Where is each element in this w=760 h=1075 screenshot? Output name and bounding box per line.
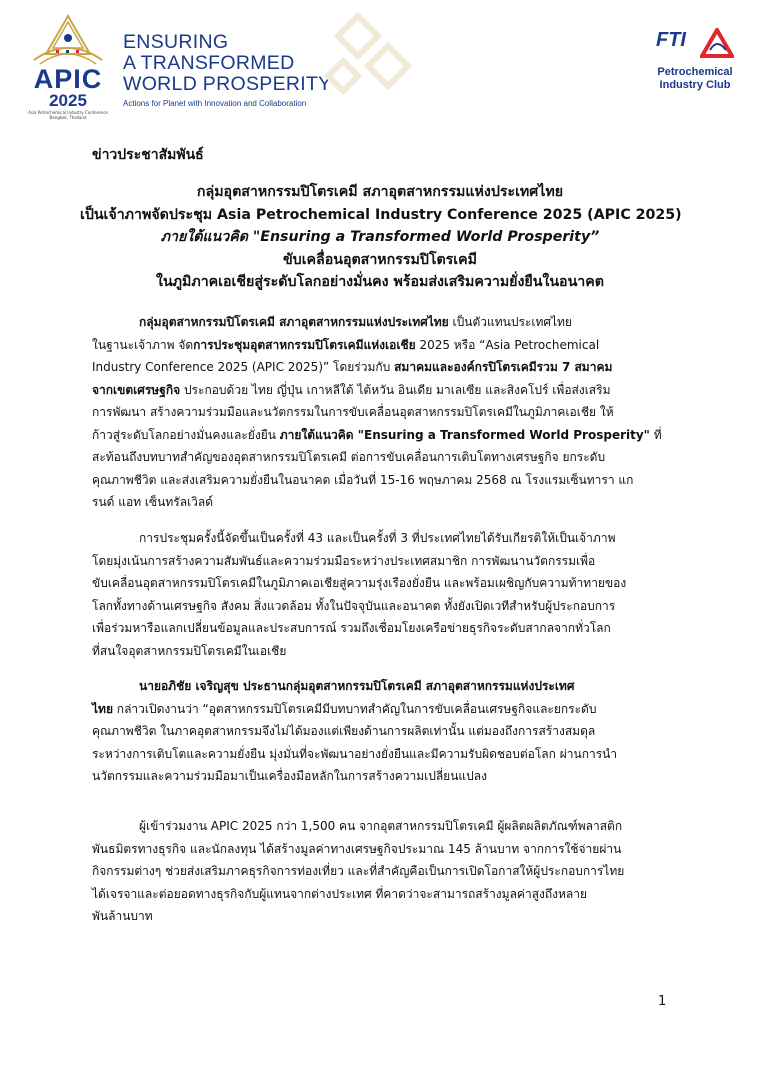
p4-line: กิจกรรมต่างๆ ช่วยส่งเสริมภาคธุรกิจการท่องเที่ยว และที่สำคัญคือเป็นการเปิดโอกาสให้ผู้ประกอบการไทย	[92, 864, 625, 878]
p1-line: คุณภาพชีวิต และส่งเสริมความยั่งยืนในอนาคต เมื่อวันที่ 15-16 พฤษภาคม 2568 ณ โรงแรมเซ็นทารา แก	[92, 472, 634, 487]
p1-text: 2025 หรือ “Asia Petrochemical	[415, 337, 600, 352]
headline-line-3: ภายใต้แนวคิด "Ensuring a Transformed World Prosperity”	[160, 229, 600, 245]
p3-line: ระหว่างการเติบโตและความยั่งยืน มุ่งมั่นที่จะพัฒนาอย่างยั่งยืนและมีความรับผิดชอบต่อโลก ผ่านการนำ	[92, 746, 618, 761]
headline-line-5: ในภูมิภาคเอเชียสู่ระดับโลกอย่างมั่นคง พร้อมส่งเสริมความยั่งยืนในอนาคต	[156, 274, 604, 290]
fti-club-line1: Petrochemical	[657, 66, 733, 78]
p4-line: ได้เจรจาและต่อยอดทางธุรกิจกับผู้แทนจากต่างประเทศ ที่คาดว่าจะสามารถสร้างมูลค่าสูงถึงหลาย	[92, 886, 588, 901]
p1-line	[92, 311, 669, 334]
headline	[80, 181, 680, 294]
slogan-line-3: WORLD PROSPERITY	[123, 73, 332, 95]
p3-bold: ไทย	[92, 701, 113, 716]
page-number: 1	[658, 994, 667, 1009]
fti-triangle-icon	[700, 28, 734, 58]
slogan-line-2: A TRANSFORMED	[123, 52, 295, 74]
p1-line: สะท้อนถึงบทบาทสำคัญของอุตสาหกรรมปิโตรเคมี ต่อการขับเคลื่อนการเติบโตทางเศรษฐกิจ ยกระดับ	[92, 450, 606, 464]
p3-line	[92, 698, 669, 721]
p1-bold: สมาคมและองค์กรปิโตรเคมีรวม 7 สมาคม	[394, 360, 613, 374]
p3-text: กล่าวเปิดงานว่า “อุตสาหกรรมปิโตรเคมีมีบทบาทสำคัญในการขับเคลื่อนเศรษฐกิจและยกระดับ	[112, 701, 597, 716]
p2-line: ขับเคลื่อนอุตสาหกรรมปิโตรเคมีในภูมิภาคเอเชียสู่ความรุ่งเรืองยั่งยืน และพร้อมเผชิญกับความท้าทายของ	[92, 576, 627, 590]
apic-wordmark: APIC	[33, 64, 103, 94]
fti-petrochemical-club-logo	[650, 28, 740, 98]
p4-line: ผู้เข้าร่วมงาน APIC 2025 กว่า 1,500 คน จากอุตสาหกรรมปิโตรเคมี ผู้ผลิตผลิตภัณฑ์พลาสติก	[139, 819, 623, 833]
p1-bold: กลุ่มอุตสาหกรรมปิโตรเคมี สภาอุตสาหกรรมแห่งประเทศไทย	[139, 315, 449, 329]
paragraph-4	[92, 815, 669, 928]
p1-bold: จากเขตเศรษฐกิจ	[92, 382, 181, 397]
paragraph-1	[92, 311, 669, 514]
p2-line: โลกทั้งทางด้านเศรษฐกิจ สังคม สิ่งแวดล้อม ทั้งในปัจจุบันและอนาคต ทั้งยังเปิดเวทีสำหรับผู้ประกอบการ	[92, 598, 616, 613]
temple-roof-icon	[26, 14, 110, 70]
fti-club-line2: Industry Club	[659, 79, 731, 91]
letterhead	[0, 0, 760, 120]
p1-text: ก้าวสู่ระดับโลกอย่างมั่นคงและยั่งยืน	[92, 427, 280, 442]
apic-year: 2025	[49, 91, 87, 110]
paragraph-2	[92, 527, 669, 662]
p1-text: Industry Conference 2025 (APIC 2025)” โดยร่วมกับ	[92, 360, 395, 374]
fti-club-name	[646, 66, 744, 92]
p3-bold: นายอภิชัย เจริญสุข ประธานกลุ่มอุตสาหกรรมปิโตรเคมี สภาอุตสาหกรรมแห่งประเทศ	[139, 679, 575, 693]
p1-line: รนด์ แอท เซ็นทรัลเวิลด์	[92, 495, 214, 509]
slogan-tagline: Actions for Planet with Innovation and Collaboration	[123, 99, 307, 108]
fti-wordmark: FTI	[656, 29, 686, 51]
apic-caption-line1: Asia Petrochemical Industry Conference	[28, 110, 108, 115]
apic-caption-line2: Bangkok, Thailand	[49, 115, 87, 120]
p1-line	[92, 424, 669, 447]
p1-line: การพัฒนา สร้างความร่วมมือและนวัตกรรมในการขับเคลื่อนอุตสาหกรรมปิโตรเคมีในภูมิภาคเอเชีย ให้	[92, 405, 614, 419]
paragraph-3	[92, 675, 669, 788]
p2-line: โดยมุ่งเน้นการสร้างความสัมพันธ์และความร่วมมือระหว่างประเทศสมาชิก การพัฒนานวัตกรรมเพื่อ	[92, 553, 596, 568]
p1-text: ที่	[649, 427, 662, 442]
headline-line-2: เป็นเจ้าภาพจัดประชุม Asia Petrochemical Industry Conference 2025 (APIC 2025)	[80, 206, 682, 223]
p1-line	[92, 334, 669, 357]
p1-text: เป็นตัวแทนประเทศไทย	[448, 315, 572, 329]
apic-2025-logo	[26, 14, 110, 120]
p2-line: ที่สนใจอุตสาหกรรมปิโตรเคมีในเอเชีย	[92, 643, 287, 658]
p1-line	[92, 379, 669, 402]
slogan-line-1: ENSURING	[123, 31, 229, 53]
headline-line-4: ขับเคลื่อนอุตสาหกรรมปิโตรเคมี	[282, 251, 477, 268]
press-release-label: ข่าวประชาสัมพันธ์	[92, 147, 204, 163]
p1-bold: ภายใต้แนวคิด "Ensuring a Transformed World Prosperity"	[279, 427, 650, 442]
p1-line	[92, 356, 669, 379]
headline-line-1: กลุ่มอุตสาหกรรมปิโตรเคมี สภาอุตสาหกรรมแห่งประเทศไทย	[196, 184, 564, 200]
p2-line: เพื่อร่วมหารือแลกเปลี่ยนข้อมูลและประสบการณ์ รวมถึงเชื่อมโยงเครือข่ายธุรกิจระดับสากลจากทั่วโลก	[92, 621, 611, 635]
p3-line: คุณภาพชีวิต ในภาคอุตสาหกรรมจึงไม่ได้มองแต่เพียงด้านการผลิตเท่านั้น แต่มองถึงการสร้างสมดุล	[92, 724, 596, 738]
watermark-pattern-icon	[318, 6, 428, 106]
p2-line: การประชุมครั้งนี้จัดขึ้นเป็นครั้งที่ 43 และเป็นครั้งที่ 3 ที่ประเทศไทยได้รับเกียรติให้เป็นเจ้าภาพ	[139, 531, 616, 545]
p1-text: ประกอบด้วย ไทย ญี่ปุ่น เกาหลีใต้ ไต้หวัน อินเดีย มาเลเซีย และสิงคโปร์ เพื่อส่งเสริม	[180, 382, 611, 397]
p3-line	[92, 675, 669, 698]
p1-text: ในฐานะเจ้าภาพ จัด	[92, 337, 194, 352]
apic-caption	[26, 110, 110, 120]
p1-bold: การประชุมอุตสาหกรรมปิโตรเคมีแห่งเอเชีย	[193, 337, 416, 352]
p4-line: พันธมิตรทางธุรกิจ และนักลงทุน ได้สร้างมูลค่าทางเศรษฐกิจประมาณ 145 ล้านบาท จากการใช้จ่ายผ่าน	[92, 841, 622, 856]
p3-line: นวัตกรรมและความร่วมมือมาเป็นเครื่องมือหลักในการสร้างความเปลี่ยนแปลง	[92, 769, 487, 783]
p4-line: พันล้านบาท	[92, 909, 153, 923]
